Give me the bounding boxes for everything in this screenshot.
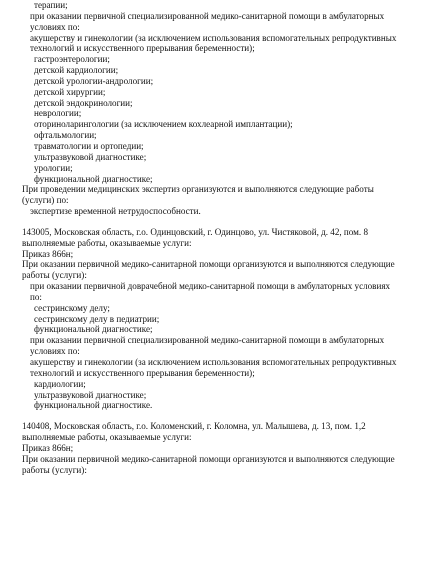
document-line: акушерству и гинекологии (за исключением использования вспомогательных репродуктивных технологий и искусственного прерывания беременности); [30,357,397,378]
document-line: акушерству и гинекологии (за исключением использования вспомогательных репродуктивных технологий и искусственного прерывания беременности); [30,32,397,54]
document-line: ультразвуковой диагностике; [34,389,147,400]
document-line: детской хирургии; [34,86,106,97]
document-line: функциональной диагностике. [34,400,153,411]
document-line: урологии; [34,162,73,173]
document-line: гастроэнтерологии; [34,54,110,65]
document-line: терапии; [34,0,68,10]
document-line: оториноларингологии (за исключением кохлеарной имплантации); [34,119,293,130]
document-line: при оказании первичной доврачебной медико-санитарной помощи в амбулаторных условиях по: [30,281,391,302]
document-line: офтальмологии; [34,130,97,141]
document-line: при оказании первичной специализированной медико-санитарной помощи в амбулаторных условиях по: [30,10,385,32]
document-line: ультразвуковой диагностике; [34,151,147,162]
document-line: При оказании первичной медико-санитарной помощи организуются и выполняются следующие работы (услуги): [22,259,395,281]
document-line: функциональной диагностике; [34,324,153,335]
document-line: травматологии и ортопедии; [34,140,144,151]
document-line: кардиологии; [34,378,86,389]
document-line: При проведении медицинских экспертиз организуются и выполняются следующие работы (услуги) по: [22,184,374,206]
document-line: неврологии; [34,108,82,119]
document-line: функциональной диагностике; [34,173,153,184]
paragraph-gap [22,411,404,421]
document-line: детской кардиологии; [34,65,119,76]
document-line: 140408, Московская область, г.о. Коломенский, г. Коломна, ул. Малышева, д. 13, пом. 1,2 выполняемые работы, оказываемые услуги: [22,421,366,443]
paragraph-gap [22,217,404,227]
document-line: Приказ 866н; [22,442,74,453]
document-line: детской урологии-андрологии; [34,75,154,86]
document-line: при оказании первичной специализированной медико-санитарной помощи в амбулаторных условиях по: [30,335,385,357]
document-line: сестринскому делу в педиатрии; [34,313,160,324]
document-line: экспертизе временной нетрудоспособности. [30,206,201,217]
document-line: 143005, Московская область, г.о. Одинцовский, г. Одинцово, ул. Чистяковой, д. 42, пом. 8 выполняемые работы, оказываемые услуги: [22,226,369,248]
document-line: Приказ 866н; [22,248,74,259]
document-line: При оказании первичной медико-санитарной помощи организуются и выполняются следующие работы (услуги): [22,453,395,475]
document-line: детской эндокринологии; [34,97,133,108]
document-line: сестринскому делу; [34,302,110,313]
